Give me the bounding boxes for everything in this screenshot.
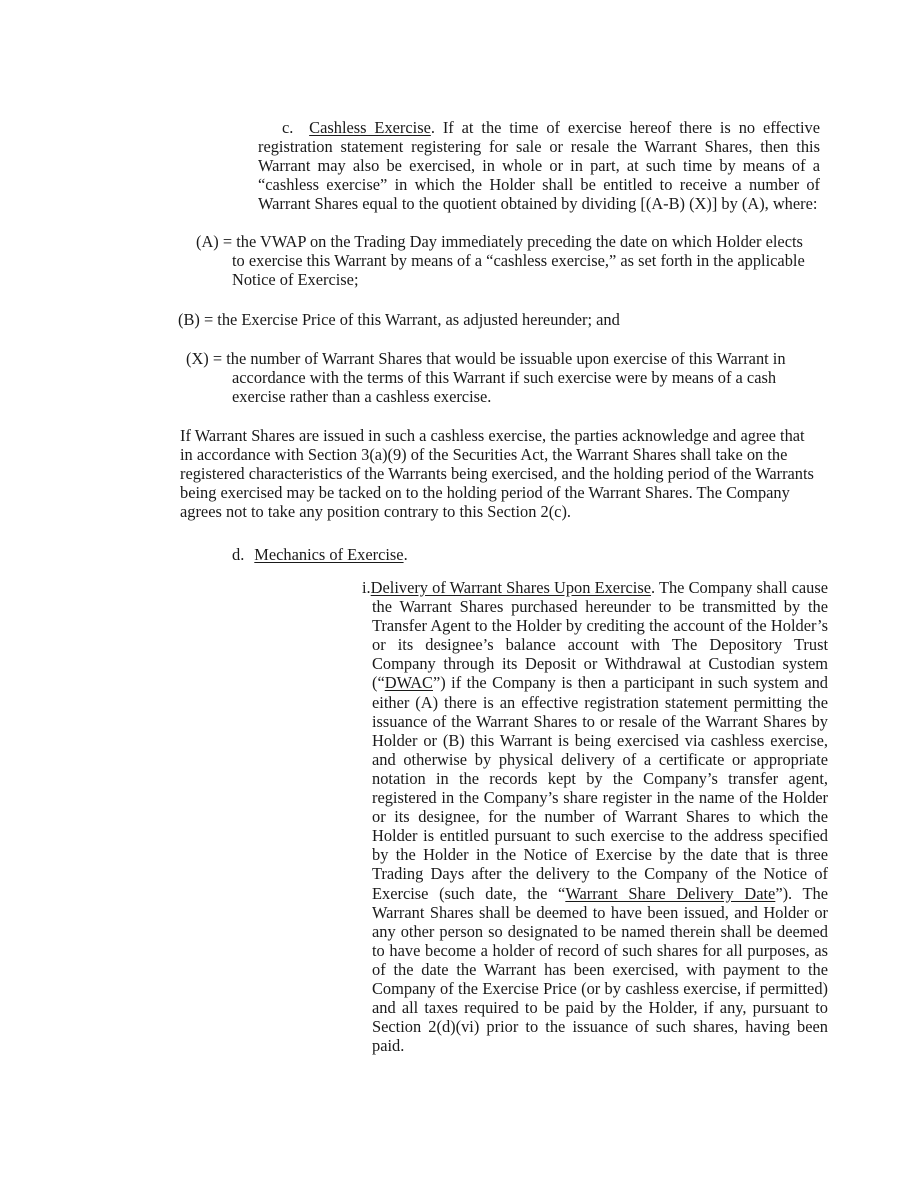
definition-b-text: the Exercise Price of this Warrant, as adjusted hereunder; and xyxy=(217,310,620,329)
section-d-label: d. xyxy=(232,545,245,564)
section-d-heading: Mechanics of Exercise xyxy=(254,545,404,564)
item-i-paragraph xyxy=(362,578,828,1056)
item-i-text-part2: ”) if the Company is then a participant in such system and either (A) there is an effective registration statement permitting the issuance of the Warrant Shares to or resale of the Warrant Shares by Holder or (B) this Warrant is being exercised via cashless exercise, and otherwise by physical delivery of a certificate or appropriate notation in the records kept by the Company’s transfer agent, registered in the Company’s share register in the name of the Holder or its designee, for the number of Warrant Shares to which the Holder is entitled pursuant to such exercise to the address specified by the Holder in the Notice of Exercise by the date that is three Trading Days after the delivery to the Company of the Notice of Exercise (such date, the “ xyxy=(372,673,828,903)
section-c-heading: Cashless Exercise xyxy=(309,118,431,137)
definition-b xyxy=(178,310,818,329)
definition-b-term: (B) = xyxy=(178,310,218,329)
section-c-label: c. xyxy=(282,118,294,137)
dwac-defined-term: DWAC xyxy=(384,673,433,693)
item-i-text-part3: ”). The Warrant Shares shall be deemed to have been issued, and Holder or any other person so designated to be named therein shall be deemed to have become a holder of record of such shares for all purposes, as of the date the Warrant has been exercised, with payment to the Company of the Exercise Price (or by cashless exercise, if permitted) and all taxes required to be paid by the Holder, if any, pursuant to Section 2(d)(vi) prior to the issuance of such shares, having been paid. xyxy=(372,883,828,1056)
item-i-label: i. xyxy=(362,578,371,597)
section-c-paragraph xyxy=(258,118,820,213)
definition-a-term: (A) = xyxy=(196,232,237,251)
definition-x-continuation: accordance with the terms of this Warrant if such exercise were by means of a cash exercise rather than a cashless exercise. xyxy=(232,368,777,406)
section-d-heading-tail: . xyxy=(403,545,408,564)
section-d-heading-line xyxy=(232,545,632,564)
definition-a-continuation: to exercise this Warrant by means of a “cashless exercise,” as set forth in the applicable Notice of Exercise; xyxy=(232,251,805,289)
definition-a xyxy=(196,232,836,289)
cashless-exercise-acknowledgement-paragraph: If Warrant Shares are issued in such a cashless exercise, the parties acknowledge and agree that in accordance with Section 3(a)(9) of the Securities Act, the Warrant Shares shall take on the registered characteristics of the Warrants being exercised, and the holding period of the Warrants being exercised may be tacked on to the holding period of the Warrant Shares. The Company agrees not to take any position contrary to this Section 2(c). xyxy=(180,426,814,521)
item-i-heading: Delivery of Warrant Shares Upon Exercise xyxy=(370,578,652,597)
definition-x-term: (X) = xyxy=(186,349,227,368)
definition-x-first-line: the number of Warrant Shares that would be issuable upon exercise of this Warrant in xyxy=(226,349,786,368)
definition-x xyxy=(186,349,826,406)
warrant-share-delivery-date-term: Warrant Share Delivery Date xyxy=(565,883,776,903)
section-c-text: . If at the time of exercise hereof there is no effective registration statement registering for sale or resale the Warrant Shares, then this Warrant may also be exercised, in whole or in part, at such time by means of a “cashless exercise” in which the Holder shall be entitled to receive a number of Warrant Shares equal to the quotient obtained by dividing [(A-B) (X)] by (A), where: xyxy=(258,118,820,213)
definition-a-first-line: the VWAP on the Trading Day immediately preceding the date on which Holder elects xyxy=(236,232,803,251)
item-i-text-part1: . The Company shall cause the Warrant Shares purchased hereunder to be transmitted by the Transfer Agent to the Holder by crediting the account of the Holder’s or its designee’s balance account with The Depository Trust Company through its Deposit or Withdrawal at Custodian system (“ xyxy=(372,578,828,693)
